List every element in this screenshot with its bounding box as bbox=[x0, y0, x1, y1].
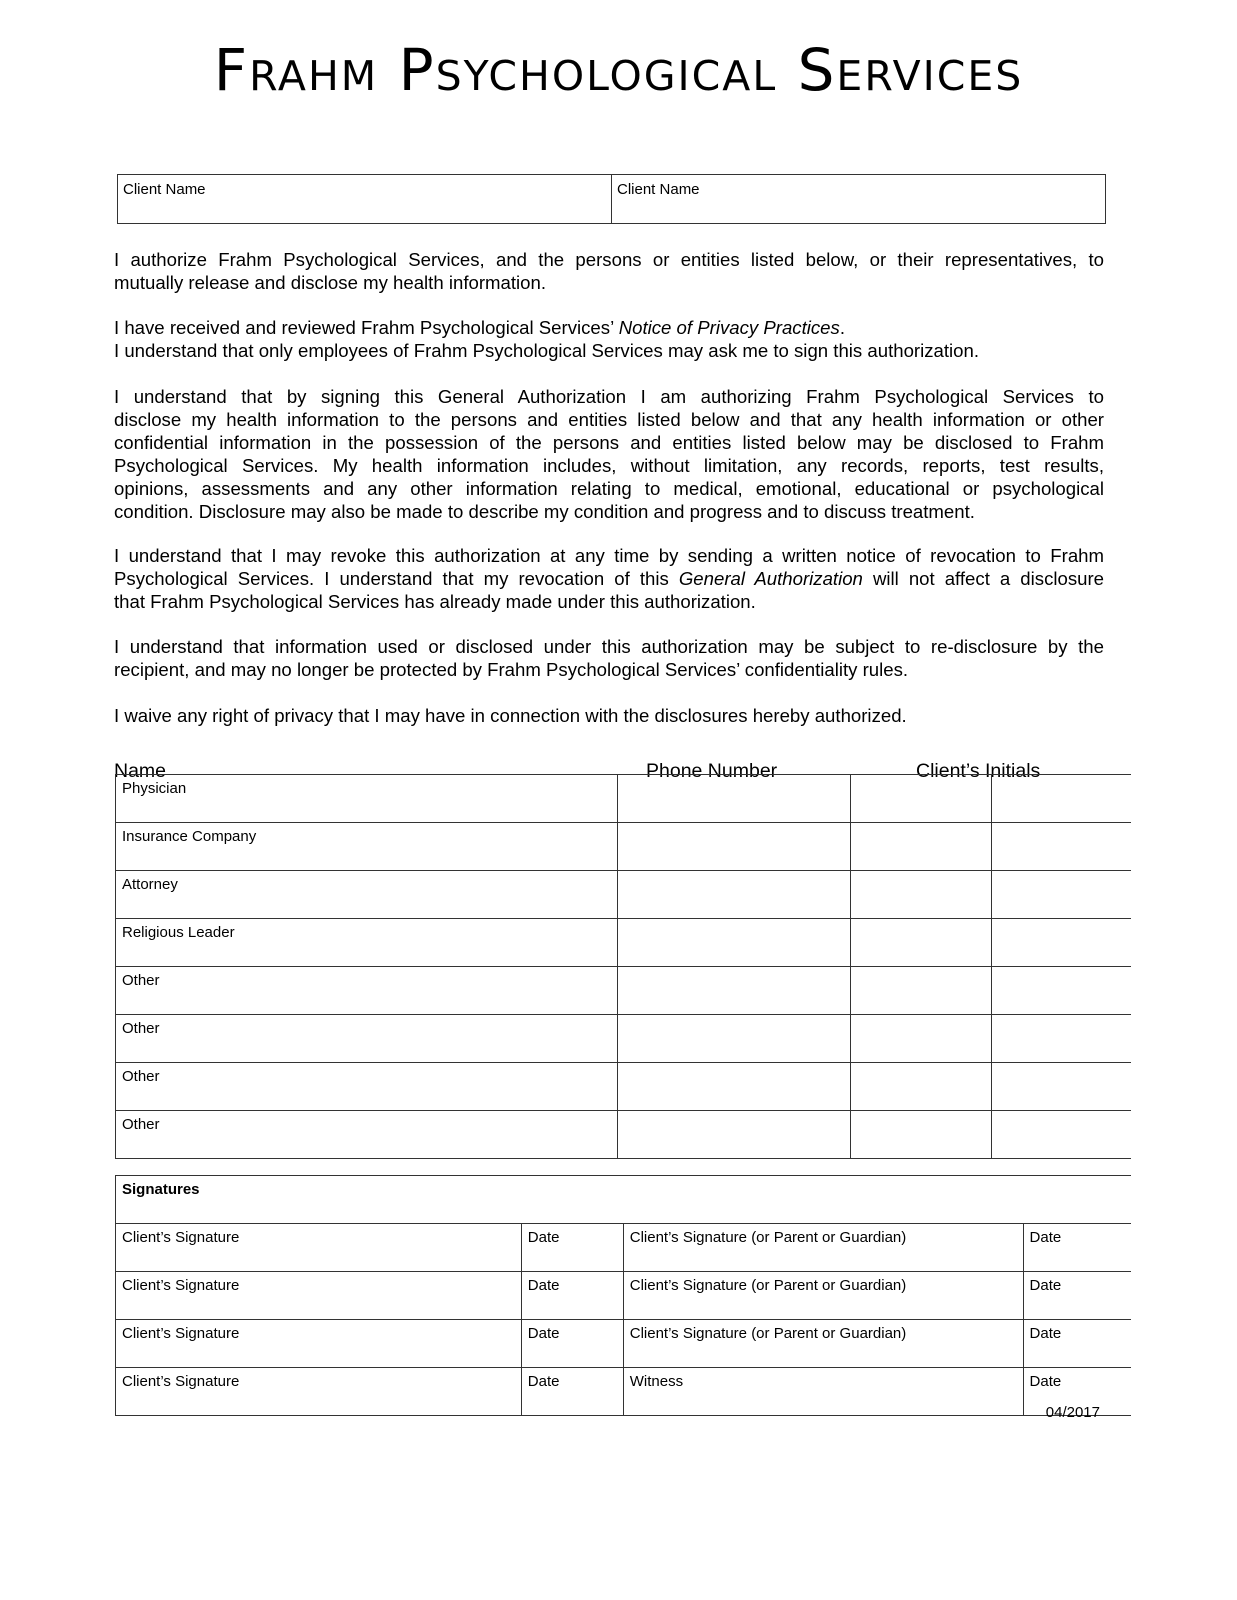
paragraph-line: I understand that only employees of Frahm Psychological Services may ask me to sign this authorization. bbox=[114, 340, 980, 361]
table-row bbox=[116, 775, 1132, 823]
date-cell[interactable]: Date bbox=[1023, 1320, 1131, 1368]
column-header-phone: Phone Number bbox=[646, 760, 778, 782]
phone-cell[interactable] bbox=[617, 1063, 850, 1111]
table-row bbox=[116, 1063, 1132, 1111]
paragraph-line: I understand that I may revoke this authorization at any time by sending a written notice of revocation to Frahm bbox=[114, 545, 1104, 566]
paragraph-text: . bbox=[839, 317, 845, 338]
contact-label: Other bbox=[116, 1111, 618, 1159]
phone-cell[interactable] bbox=[617, 919, 850, 967]
paragraph-line: Psychological Services. My health information includes, without limitation, any records, reports, test results, bbox=[114, 455, 1104, 476]
contacts-table bbox=[115, 774, 1131, 1159]
notice-of-privacy-practices: Notice of Privacy Practices bbox=[618, 317, 840, 338]
date-cell[interactable]: Date bbox=[521, 1224, 623, 1272]
guardian-signature-cell[interactable]: Client’s Signature (or Parent or Guardian) bbox=[623, 1272, 1023, 1320]
extra-cell[interactable] bbox=[991, 967, 1131, 1015]
general-authorization-term: General Authorization bbox=[678, 568, 863, 589]
phone-cell[interactable] bbox=[617, 775, 850, 823]
paragraph-privacy bbox=[114, 316, 1104, 362]
table-row bbox=[116, 871, 1132, 919]
signatures-heading: Signatures bbox=[116, 1176, 1132, 1224]
column-header-initials: Client’s Initials bbox=[916, 760, 1041, 782]
column-header-name: Name bbox=[114, 760, 167, 782]
client-name-field-2[interactable]: Client Name bbox=[611, 175, 1105, 223]
initials-cell[interactable] bbox=[850, 919, 991, 967]
contact-label: Physician bbox=[116, 775, 618, 823]
client-name-field-1[interactable]: Client Name bbox=[123, 181, 206, 198]
paragraph-line: recipient, and may no longer be protected by Frahm Psychological Services’ confidentiality rules. bbox=[114, 659, 909, 680]
table-row bbox=[116, 1015, 1132, 1063]
client-signature-cell[interactable]: Client’s Signature bbox=[116, 1320, 522, 1368]
paragraph-line: confidential information in the possession of the persons and entities listed below may be disclosed to Frahm bbox=[114, 432, 1104, 453]
paragraph-line: I understand that information used or disclosed under this authorization may be subject to re-disclosure by the bbox=[114, 636, 1104, 657]
contact-label: Other bbox=[116, 967, 618, 1015]
paragraph-line: condition. Disclosure may also be made to describe my condition and progress and to discuss treatment. bbox=[114, 501, 975, 522]
phone-cell[interactable] bbox=[617, 967, 850, 1015]
initials-cell[interactable] bbox=[850, 823, 991, 871]
contact-label: Insurance Company bbox=[116, 823, 618, 871]
paragraph-text: will not affect a disclosure bbox=[872, 568, 1105, 589]
table-row bbox=[116, 1111, 1132, 1159]
initials-cell[interactable] bbox=[850, 775, 991, 823]
date-cell[interactable]: Date bbox=[521, 1320, 623, 1368]
extra-cell[interactable] bbox=[991, 871, 1131, 919]
date-cell[interactable]: Date bbox=[521, 1368, 623, 1416]
paragraph-line: I authorize Frahm Psychological Services, and the persons or entities listed below, or their representatives, to bbox=[114, 249, 1104, 270]
table-row bbox=[116, 823, 1132, 871]
table-row bbox=[116, 1320, 1132, 1368]
form-version: 04/2017 bbox=[1045, 1404, 1100, 1421]
witness-signature-cell[interactable]: Witness bbox=[623, 1368, 1023, 1416]
table-row bbox=[116, 1272, 1132, 1320]
client-name-box bbox=[117, 174, 1106, 224]
initials-cell[interactable] bbox=[850, 871, 991, 919]
contact-label: Other bbox=[116, 1063, 618, 1111]
table-row bbox=[116, 1224, 1132, 1272]
paragraph-authorize bbox=[114, 248, 1104, 294]
phone-cell[interactable] bbox=[617, 823, 850, 871]
paragraph-line: opinions, assessments and any other information relating to medical, emotional, educational or psychological bbox=[114, 478, 1104, 499]
date-cell[interactable]: Date bbox=[521, 1272, 623, 1320]
paragraph-line: that Frahm Psychological Services has already made under this authorization. bbox=[114, 591, 756, 612]
signatures-table bbox=[115, 1175, 1131, 1416]
phone-cell[interactable] bbox=[617, 1015, 850, 1063]
paragraph-line: mutually release and disclose my health information. bbox=[114, 272, 547, 293]
paragraph-revoke bbox=[114, 544, 1104, 613]
paragraph-line: I waive any right of privacy that I may have in connection with the disclosures hereby authorized. bbox=[114, 705, 907, 726]
phone-cell[interactable] bbox=[617, 871, 850, 919]
paragraph-line: I understand that by signing this General Authorization I am authorizing Frahm Psychological Services to bbox=[114, 386, 1104, 407]
initials-cell[interactable] bbox=[850, 1111, 991, 1159]
guardian-signature-cell[interactable]: Client’s Signature (or Parent or Guardian) bbox=[623, 1320, 1023, 1368]
paragraph-line: disclose my health information to the persons and entities listed below and that any health information or other bbox=[114, 409, 1104, 430]
initials-cell[interactable] bbox=[850, 1015, 991, 1063]
paragraph-general-authorization bbox=[114, 385, 1104, 523]
date-cell[interactable]: Date bbox=[1023, 1272, 1131, 1320]
page-title: Frahm Psychological Services bbox=[213, 36, 1024, 104]
paragraph-redisclosure bbox=[114, 635, 1104, 681]
paragraph-text: Psychological Services. I understand that my revocation of this bbox=[114, 568, 669, 589]
initials-cell[interactable] bbox=[850, 967, 991, 1015]
paragraph-text: I have received and reviewed Frahm Psychological Services’ bbox=[114, 317, 614, 338]
paragraph-line bbox=[114, 316, 1104, 339]
extra-cell[interactable] bbox=[991, 823, 1131, 871]
phone-cell[interactable] bbox=[617, 1111, 850, 1159]
guardian-signature-cell[interactable]: Client’s Signature (or Parent or Guardian) bbox=[623, 1224, 1023, 1272]
client-signature-cell[interactable]: Client’s Signature bbox=[116, 1224, 522, 1272]
extra-cell[interactable] bbox=[991, 1111, 1131, 1159]
initials-cell[interactable] bbox=[850, 1063, 991, 1111]
extra-cell[interactable] bbox=[991, 1063, 1131, 1111]
date-cell[interactable]: Date bbox=[1023, 1368, 1131, 1416]
extra-cell[interactable] bbox=[991, 775, 1131, 823]
table-row bbox=[116, 1368, 1132, 1416]
table-row bbox=[116, 919, 1132, 967]
signatures-heading-row bbox=[116, 1176, 1132, 1224]
client-signature-cell[interactable]: Client’s Signature bbox=[116, 1272, 522, 1320]
extra-cell[interactable] bbox=[991, 919, 1131, 967]
date-cell[interactable]: Date bbox=[1023, 1224, 1131, 1272]
contact-label: Other bbox=[116, 1015, 618, 1063]
contact-label: Religious Leader bbox=[116, 919, 618, 967]
extra-cell[interactable] bbox=[991, 1015, 1131, 1063]
table-row bbox=[116, 967, 1132, 1015]
paragraph-line bbox=[114, 567, 1104, 590]
client-signature-cell[interactable]: Client’s Signature bbox=[116, 1368, 522, 1416]
contact-label: Attorney bbox=[116, 871, 618, 919]
paragraph-waive bbox=[114, 704, 1104, 727]
